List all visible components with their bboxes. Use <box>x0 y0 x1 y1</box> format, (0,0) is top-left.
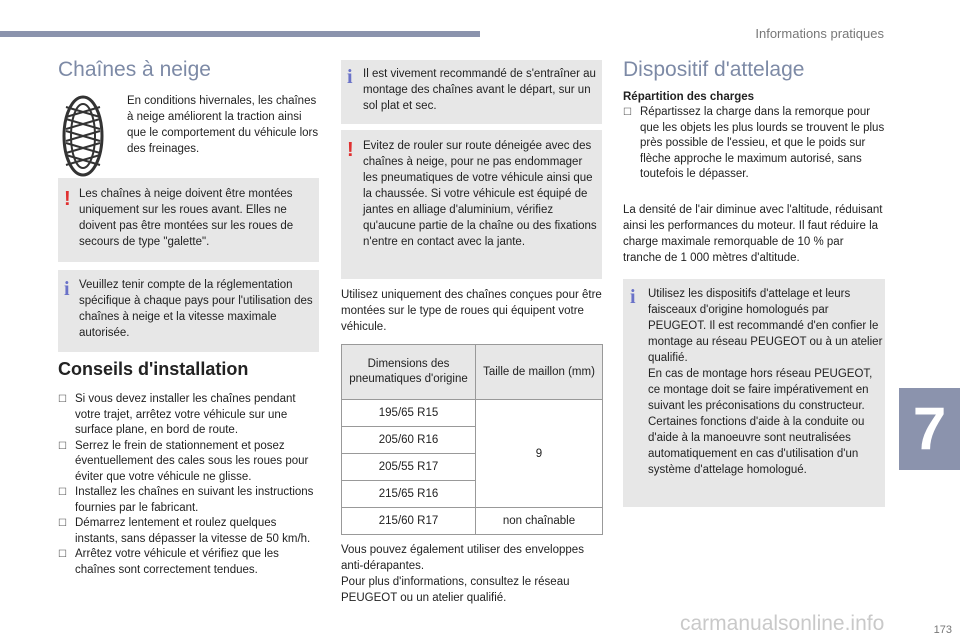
warning-box-road <box>341 130 602 279</box>
installation-steps <box>58 392 316 578</box>
info-box-towbar <box>623 279 885 507</box>
towing-title: Dispositif d'attelage <box>623 58 805 81</box>
chapter-tab: 7 <box>899 388 960 470</box>
chain-usage-paragraph: Utilisez uniquement des chaînes conçues pour être montées sur le type de roues qui équipent votre véhicule. <box>341 289 602 333</box>
info-box-regulations <box>58 270 319 352</box>
tire-size-table <box>341 344 603 535</box>
snow-chains-title: Chaînes à neige <box>58 58 211 81</box>
table-row: 195/65 R15 9 <box>342 400 603 427</box>
box-bullet-icon: ☐ <box>58 549 67 560</box>
shared-link-size: 9 <box>476 400 603 508</box>
snow-chain-icon <box>58 93 108 179</box>
table-header-link-size: Taille de maillon (mm) <box>476 345 603 400</box>
list-item: ☐ Arrêtez votre véhicule et vérifiez que les chaînes sont correctement tendues. <box>58 548 279 576</box>
warning-mark: ! <box>64 188 71 210</box>
box-bullet-icon: ☐ <box>58 440 67 452</box>
section-label: Informations pratiques <box>755 26 884 41</box>
info-mark: i <box>630 286 636 308</box>
list-item: ☐ Répartissez la charge dans la remorque pour que les objets les plus lourds se trouvent le plus près possible de l'essieu, et que le poids sur flèche approche le maximum autorisé, sans toutefois le dépasser. <box>623 106 885 180</box>
warning-text: Evitez de rouler sur route déneigée avec des chaînes à neige, pour ne pas endommager les pneumatiques de votre véhicule ainsi que la chaussée. Si votre véhicule est équipé de jantes en alliage d'aluminium, vérifiez qu'aucune partie de la chaîne ou des fixations n'entre en contact avec la jante. <box>363 140 597 248</box>
warning-box-front-wheels <box>58 178 319 262</box>
warning-text: Les chaînes à neige doivent être montées uniquement sur les roues avant. Elles ne doivent pas être montées sur les roues de secours de type "galette". <box>79 188 294 248</box>
list-item: ☐ Démarrez lentement et roulez quelques instants, sans dépasser la vitesse de 50 km/h. <box>58 517 311 545</box>
table-row: 205/55 R17 <box>342 454 603 481</box>
table-row: 215/60 R17 non chaînable <box>342 508 603 535</box>
watermark: carmanualsonline.info <box>680 612 885 635</box>
table-row: 215/65 R16 <box>342 481 603 508</box>
page-number: 173 <box>933 624 952 636</box>
top-bar <box>0 31 480 37</box>
table-row: 205/60 R16 <box>342 427 603 454</box>
box-bullet-icon: ☐ <box>623 107 632 118</box>
load-list <box>623 105 885 183</box>
box-bullet-icon: ☐ <box>58 487 67 498</box>
list-item: ☐ Serrez le frein de stationnement et posez éventuellement des cales sous les roues pour éviter que votre véhicule ne glisse. <box>58 439 309 483</box>
list-item: ☐ Installez les chaînes en suivant les instructions fournies par le fabricant. <box>58 486 314 514</box>
info-mark: i <box>347 66 353 88</box>
warning-mark: ! <box>347 139 354 161</box>
table-header-dimensions: Dimensions des pneumatiques d'origine <box>342 345 476 400</box>
info-text: Utilisez les dispositifs d'attelage et leurs faisceaux d'origine homologués par PEUGEOT. Il est recommandé d'en confier le montage au réseau PEUGEOT ou à un atelier qualifié. En cas de montage hors réseau PEUGEOT, ce montage doit se faire impérativement en suivant les préconisations du constructeur. Certaines fonctions d'aide à la conduite ou d'aide à la manoeuvre sont neutralisées automatiquement en cas d'utilisation d'un système d'attelage homologué. <box>648 288 883 476</box>
load-distribution-subtitle: Répartition des charges <box>623 91 755 103</box>
altitude-paragraph: La densité de l'air diminue avec l'altitude, réduisant ainsi les performances du moteur. Il faut réduire la charge maximale remorquable de 10 % par tranche de 1 000 mètres d'altitude. <box>623 204 883 264</box>
anti-skid-note: Vous pouvez également utiliser des enveloppes anti-dérapantes. <box>341 544 584 572</box>
dealer-note: Pour plus d'informations, consultez le réseau PEUGEOT ou un atelier qualifié. <box>341 576 570 604</box>
info-box-practice <box>341 60 602 124</box>
info-text: Il est vivement recommandé de s'entraîner au montage des chaînes avant le départ, sur un sol plat et sec. <box>363 68 596 112</box>
info-text: Veuillez tenir compte de la réglementation spécifique à chaque pays pour l'utilisation des chaînes à neige et la vitesse maximale autorisée. <box>79 279 313 339</box>
info-mark: i <box>64 278 70 300</box>
list-item: ☐ Si vous devez installer les chaînes pendant votre trajet, arrêtez votre véhicule sur une surface plane, en bord de route. <box>58 393 296 436</box>
box-bullet-icon: ☐ <box>58 394 67 405</box>
box-bullet-icon: ☐ <box>58 518 67 529</box>
snow-chains-intro: En conditions hivernales, les chaînes à neige améliorent la traction ainsi que le comportement du véhicule lors des freinages. <box>127 95 319 155</box>
installation-title: Conseils d'installation <box>58 359 249 379</box>
